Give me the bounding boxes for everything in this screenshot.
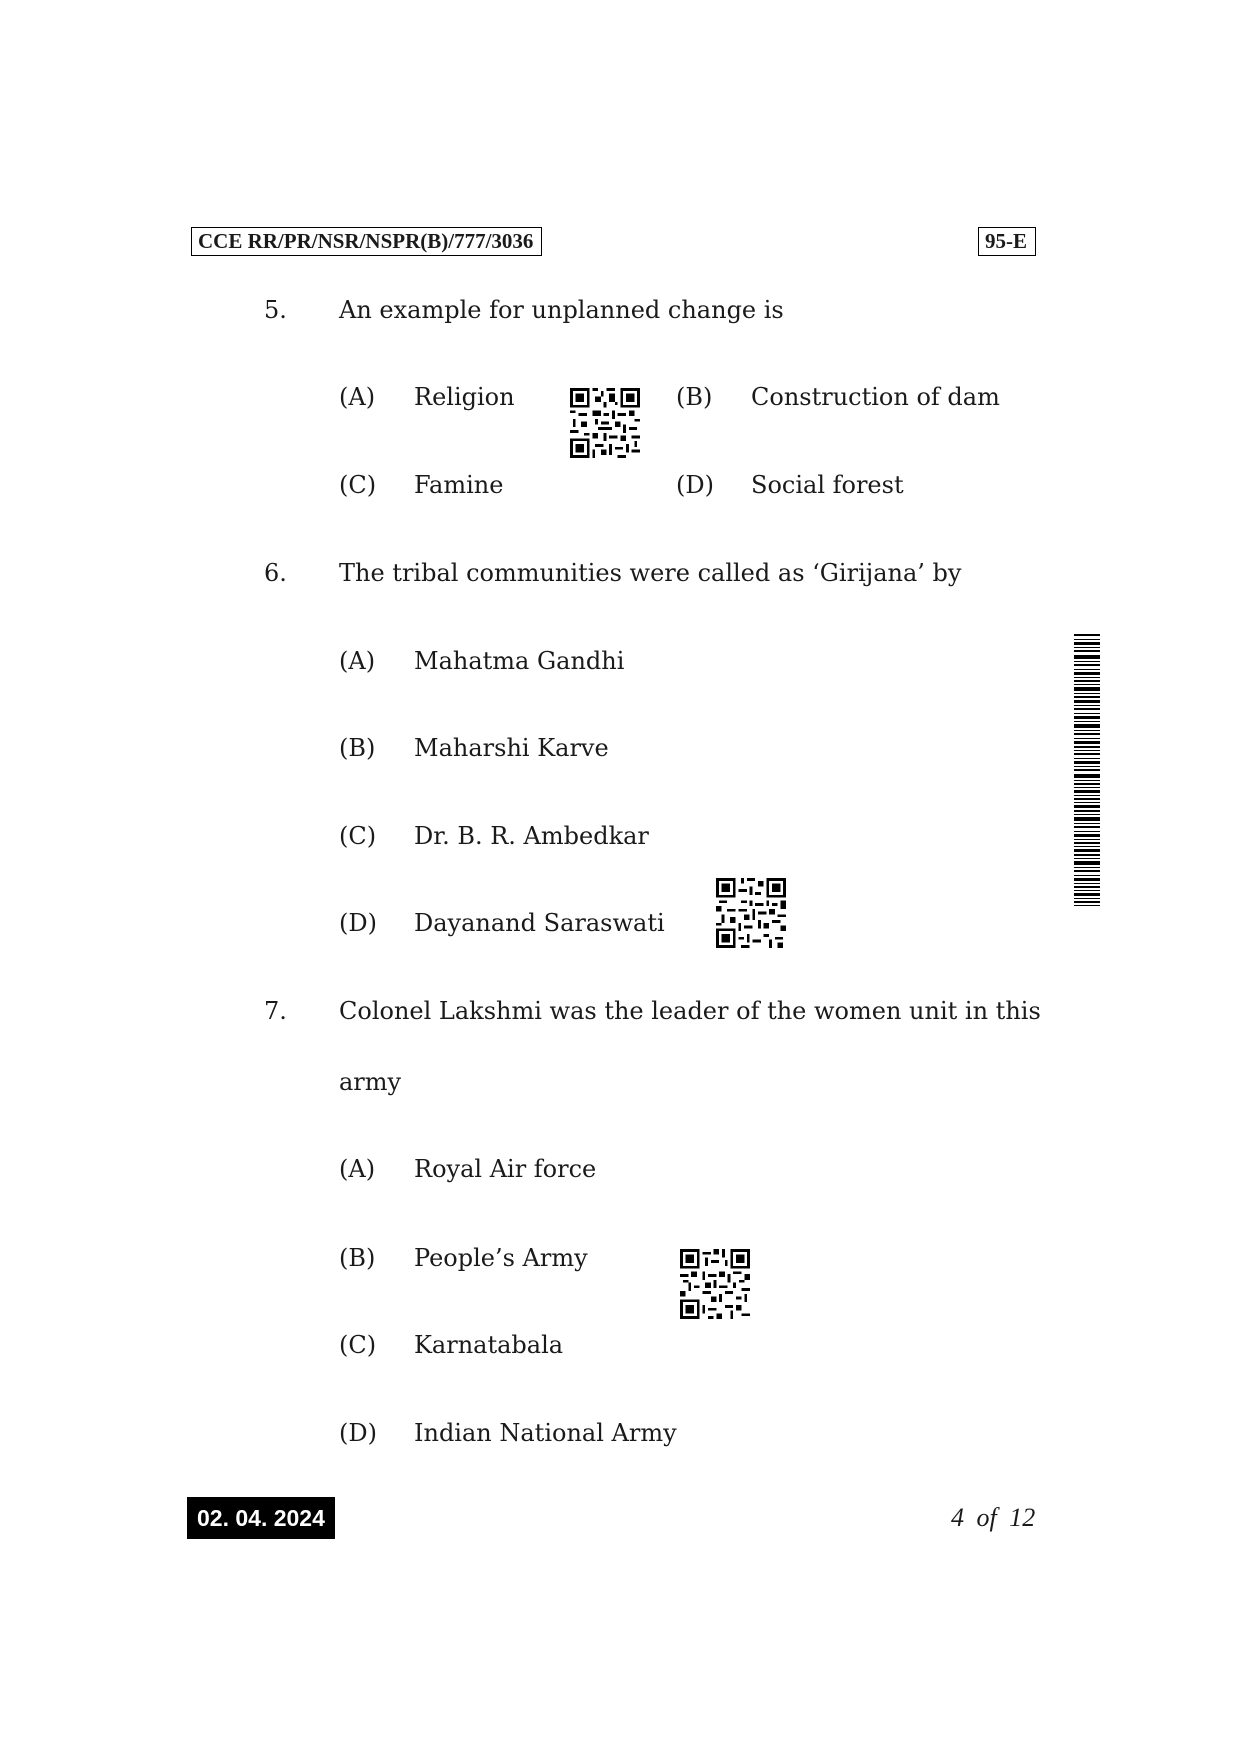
q7-option-c-text: Karnatabala: [414, 1331, 564, 1359]
q7-option-a-label: (A): [339, 1155, 376, 1183]
qr-code-icon: [570, 388, 640, 458]
q6-option-c-label: (C): [339, 822, 377, 850]
paper-code-box: [978, 227, 1036, 256]
question-7-text-line1: Colonel Lakshmi was the leader of the women unit in this: [339, 997, 1041, 1025]
qr-code-icon: [680, 1249, 750, 1319]
q5-option-b-label: (B): [676, 383, 713, 411]
page-number: 4 of 12: [951, 1503, 1036, 1532]
barcode-icon: [1074, 634, 1100, 906]
q6-option-c-text: Dr. B. R. Ambedkar: [414, 822, 649, 850]
q5-option-a-label: (A): [339, 383, 376, 411]
q6-option-b-label: (B): [339, 734, 376, 762]
q7-option-d-text: Indian National Army: [414, 1419, 677, 1447]
question-7-text-line2: army: [339, 1068, 402, 1096]
q5-option-d-text: Social forest: [751, 471, 904, 499]
question-5-number: 5.: [264, 296, 287, 324]
qr-code-icon: [716, 878, 786, 948]
q6-option-d-text: Dayanand Saraswati: [414, 909, 665, 937]
q5-option-d-label: (D): [676, 471, 714, 499]
q5-option-b-text: Construction of dam: [751, 383, 1000, 411]
question-6-number: 6.: [264, 559, 287, 587]
question-5-text: An example for unplanned change is: [339, 296, 784, 324]
q7-option-a-text: Royal Air force: [414, 1155, 597, 1183]
q7-option-b-text: People’s Army: [414, 1244, 588, 1272]
q7-option-d-label: (D): [339, 1419, 377, 1447]
q7-option-c-label: (C): [339, 1331, 377, 1359]
exam-date-badge: [187, 1497, 335, 1539]
q6-option-a-label: (A): [339, 647, 376, 675]
exam-date: 02. 04. 2024: [197, 1505, 325, 1531]
q6-option-d-label: (D): [339, 909, 377, 937]
paper-code: 95-E: [985, 229, 1027, 253]
question-7-number: 7.: [264, 997, 287, 1025]
exam-code: CCE RR/PR/NSR/NSPR(B)/777/3036: [198, 229, 534, 253]
q6-option-b-text: Maharshi Karve: [414, 734, 609, 762]
question-6-text: The tribal communities were called as ‘Girijana’ by: [339, 559, 962, 587]
q6-option-a-text: Mahatma Gandhi: [414, 647, 625, 675]
q5-option-a-text: Religion: [414, 383, 515, 411]
q5-option-c-label: (C): [339, 471, 377, 499]
q5-option-c-text: Famine: [414, 471, 504, 499]
exam-code-box: [191, 227, 542, 256]
q7-option-b-label: (B): [339, 1244, 376, 1272]
